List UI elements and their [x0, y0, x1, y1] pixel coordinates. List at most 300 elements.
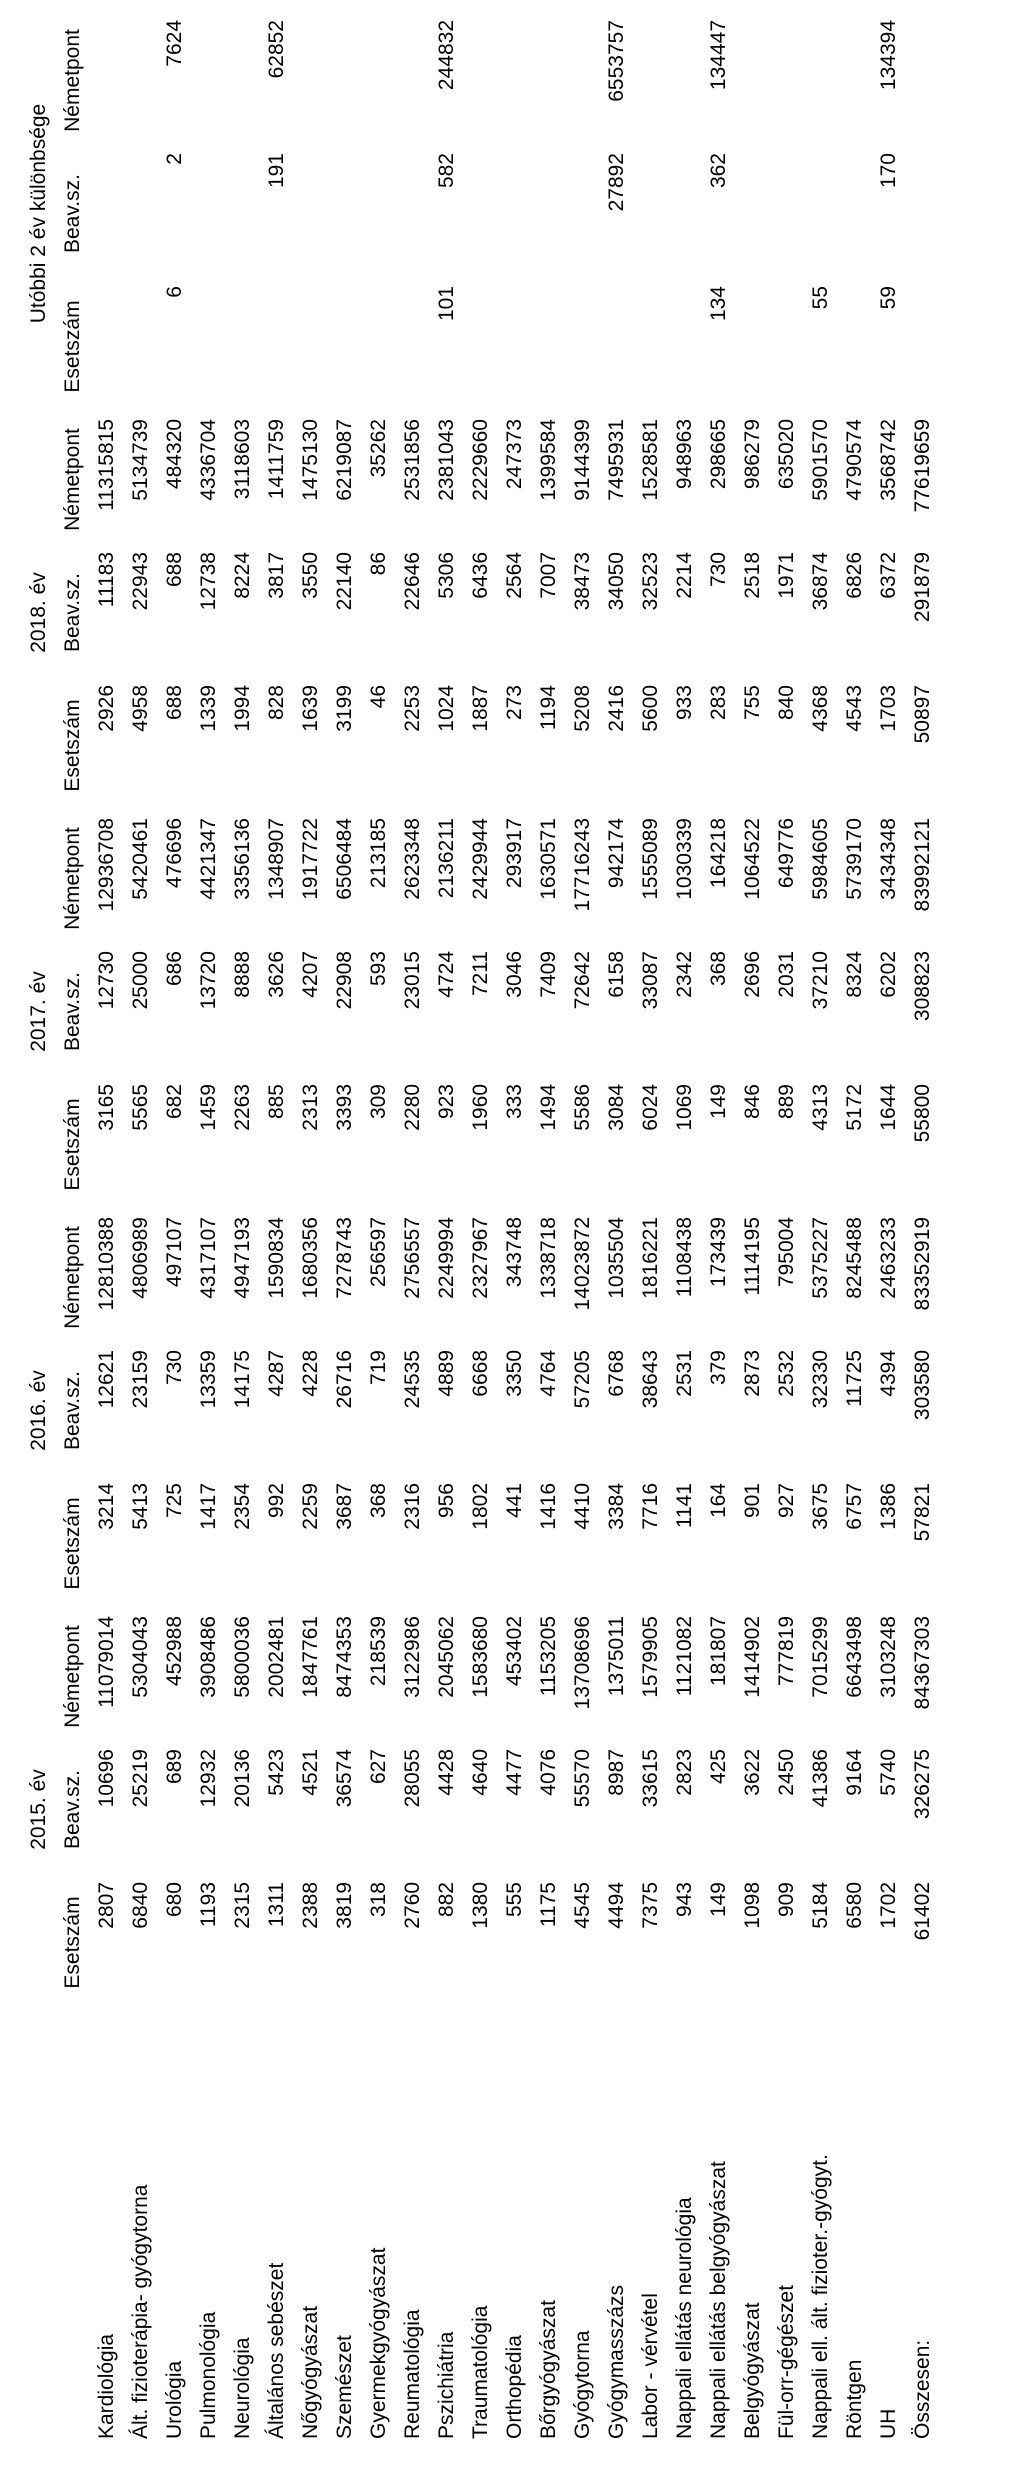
value-cell: 909: [775, 1882, 798, 1918]
value-cell: 256597: [367, 1217, 390, 1288]
value-cell: 8888: [231, 951, 254, 998]
table-row: [770, 14, 804, 2439]
value-cell: 5413: [129, 1483, 152, 1530]
value-cell: 2696: [741, 951, 764, 998]
value-cell: 2136211: [435, 818, 458, 899]
column-header: Németpont: [61, 1625, 84, 1728]
value-cell: 12621: [95, 1350, 118, 1409]
value-cell: 2253: [401, 685, 424, 732]
value-cell: [838, 280, 872, 413]
table-row: [192, 14, 226, 2439]
value-cell: 7495931: [605, 419, 628, 501]
value-cell: 8224: [231, 552, 254, 599]
value-cell: 6219087: [333, 419, 356, 501]
value-cell: 846: [741, 1084, 764, 1120]
value-cell: 719: [367, 1350, 390, 1386]
value-cell: 4958: [129, 685, 152, 732]
value-cell: 33615: [639, 1749, 662, 1808]
value-cell: 1153205: [537, 1616, 560, 1697]
value-cell: 2327967: [469, 1217, 492, 1299]
column-header: Németpont: [61, 1226, 84, 1329]
period-header: 2018. év: [27, 572, 50, 653]
value-cell: 649776: [775, 818, 798, 889]
value-cell: 986279: [741, 419, 764, 490]
value-cell: 5423: [265, 1749, 288, 1796]
value-cell: 6643498: [843, 1616, 866, 1698]
value-cell: [124, 280, 158, 413]
value-cell: 11079014: [95, 1616, 118, 1708]
value-cell: 1644: [877, 1084, 900, 1131]
table-row: [90, 14, 124, 2439]
value-cell: 3199: [333, 685, 356, 732]
value-cell: 25219: [129, 1749, 152, 1808]
value-cell: 555: [503, 1882, 526, 1918]
value-cell: 22646: [401, 552, 424, 611]
row-label: Szemészet: [333, 2335, 356, 2439]
table-row: [430, 14, 464, 2439]
value-cell: 9144399: [571, 419, 594, 501]
value-cell: 13359: [197, 1350, 220, 1409]
value-cell: 1114195: [741, 1217, 764, 1296]
value-cell: 1411759: [265, 419, 288, 500]
row-label: Bőrgyógyászat: [537, 2300, 560, 2439]
value-cell: 11183: [95, 552, 118, 608]
value-cell: 23015: [401, 951, 424, 1010]
row-label: UH: [877, 2408, 900, 2439]
value-cell: 2429944: [469, 818, 492, 900]
value-cell: 4313: [809, 1084, 832, 1131]
table-row: [260, 14, 294, 2439]
value-cell: 6553757: [605, 20, 628, 102]
value-cell: 12810388: [95, 1217, 118, 1311]
value-cell: 27892: [605, 153, 628, 212]
value-cell: 1971: [775, 552, 798, 599]
value-cell: 3046: [503, 951, 526, 998]
column-header: Esetszám: [61, 1896, 84, 1989]
column-header: Németpont: [61, 428, 84, 531]
value-cell: 8245488: [843, 1217, 866, 1299]
value-cell: 1703: [877, 685, 900, 732]
column-header: Németpont: [61, 827, 84, 930]
column-header: Esetszám: [61, 1497, 84, 1590]
value-cell: 1702: [877, 1882, 900, 1929]
column-header: Németpont: [61, 29, 84, 132]
value-cell: 164: [707, 1483, 730, 1519]
table-row: [396, 14, 430, 2439]
value-cell: 1417: [197, 1483, 220, 1530]
value-cell: 2564: [503, 552, 526, 599]
value-cell: 689: [163, 1749, 186, 1785]
value-cell: [464, 147, 498, 280]
value-cell: 4806989: [129, 1217, 152, 1299]
value-cell: 4368: [809, 685, 832, 732]
value-cell: 441: [503, 1483, 526, 1519]
value-cell: 840: [775, 685, 798, 721]
value-cell: 5208: [571, 685, 594, 732]
row-label: Ált. fizioterápia- gyógytorna: [129, 2184, 152, 2439]
value-cell: 2280: [401, 1084, 424, 1131]
value-cell: [124, 147, 158, 280]
value-cell: 4394: [877, 1350, 900, 1397]
value-cell: 1339: [197, 685, 220, 732]
value-cell: 582: [435, 153, 458, 189]
value-cell: 476696: [163, 818, 186, 889]
value-cell: [294, 280, 328, 413]
value-cell: 8987: [605, 1749, 628, 1796]
value-cell: 828: [265, 685, 288, 721]
period-header: 2015. év: [27, 1769, 50, 1850]
value-cell: [498, 14, 532, 147]
value-cell: 5739170: [843, 818, 866, 900]
value-cell: 4228: [299, 1350, 322, 1397]
value-cell: 3819: [333, 1882, 356, 1929]
value-cell: 22908: [333, 951, 356, 1010]
value-cell: [838, 147, 872, 280]
value-cell: 3622: [741, 1749, 764, 1796]
table-row: [464, 14, 498, 2439]
value-cell: [192, 14, 226, 147]
row-label: Pulmonológia: [197, 2311, 220, 2439]
row-label: Nappali ell. ált. fizioter.-gyógyt.: [809, 2154, 832, 2439]
value-cell: 83992121: [911, 818, 934, 912]
value-cell: 1802: [469, 1483, 492, 1530]
value-cell: 35262: [367, 419, 390, 478]
value-cell: 291879: [911, 552, 934, 623]
value-cell: 326275: [911, 1749, 934, 1820]
value-cell: [906, 14, 940, 147]
value-cell: 680: [163, 1882, 186, 1918]
value-cell: 134447: [707, 20, 730, 91]
value-cell: 6158: [605, 951, 628, 998]
value-cell: 2756557: [401, 1217, 424, 1299]
value-cell: 13720: [197, 951, 220, 1010]
value-cell: 7007: [537, 552, 560, 599]
value-cell: 37210: [809, 951, 832, 1010]
value-cell: 453402: [503, 1616, 526, 1687]
value-cell: [498, 280, 532, 413]
value-cell: 247373: [503, 419, 526, 490]
value-cell: 882: [435, 1882, 458, 1918]
value-cell: 3908486: [197, 1616, 220, 1698]
value-cell: 5375227: [809, 1217, 832, 1299]
value-cell: 41386: [809, 1749, 832, 1808]
value-cell: 1416: [537, 1483, 560, 1530]
value-cell: 24535: [401, 1350, 424, 1409]
table-row: [736, 14, 770, 2439]
row-label: Nappali ellátás belgyógyászat: [707, 2161, 730, 2439]
value-cell: 1399584: [537, 419, 560, 501]
column-header: Beav.sz.: [61, 972, 84, 1051]
column-header: Esetszám: [61, 300, 84, 393]
value-cell: 2214: [673, 552, 696, 599]
column-header: Esetszám: [61, 1098, 84, 1191]
value-cell: 1630571: [537, 818, 560, 900]
value-cell: [566, 280, 600, 413]
value-cell: 12932: [197, 1749, 220, 1808]
value-cell: 6506484: [333, 818, 356, 900]
value-cell: 33087: [639, 951, 662, 1010]
row-label: Gyermekgyógyászat: [367, 2247, 390, 2439]
value-cell: 4947193: [231, 1217, 254, 1299]
value-cell: 362: [707, 153, 730, 189]
value-cell: 1459: [197, 1084, 220, 1131]
value-cell: 7716: [639, 1483, 662, 1530]
value-cell: [634, 14, 668, 147]
value-cell: 23159: [129, 1350, 152, 1409]
value-cell: 14175: [231, 1350, 254, 1409]
value-cell: 8324: [843, 951, 866, 998]
value-cell: [362, 147, 396, 280]
value-cell: 1386: [877, 1483, 900, 1530]
value-cell: 2388: [299, 1882, 322, 1929]
value-cell: 5800036: [231, 1616, 254, 1698]
value-cell: 4640: [469, 1749, 492, 1796]
row-label: Összesen:: [911, 2339, 934, 2439]
table-row: [158, 14, 192, 2439]
table-row: [328, 14, 362, 2439]
value-cell: 3084: [605, 1084, 628, 1131]
value-cell: 755: [741, 685, 764, 721]
value-cell: 46: [367, 685, 390, 709]
value-cell: 77619659: [911, 419, 934, 513]
table-row: [362, 14, 396, 2439]
value-cell: 6668: [469, 1350, 492, 1397]
value-cell: 943: [673, 1882, 696, 1918]
value-cell: 2002481: [265, 1616, 288, 1698]
value-cell: 149: [707, 1084, 730, 1120]
value-cell: 1816221: [639, 1217, 662, 1299]
value-cell: 101: [435, 286, 458, 322]
value-cell: 885: [265, 1084, 288, 1120]
value-cell: 5600: [639, 685, 662, 732]
value-cell: 889: [775, 1084, 798, 1120]
value-cell: 956: [435, 1483, 458, 1519]
value-cell: 497107: [163, 1217, 186, 1288]
value-cell: 2354: [231, 1483, 254, 1530]
value-cell: [464, 14, 498, 147]
value-cell: 4287: [265, 1350, 288, 1397]
value-cell: 55570: [571, 1749, 594, 1808]
value-cell: [328, 280, 362, 413]
value-cell: 4421347: [197, 818, 220, 900]
value-cell: 1193: [197, 1882, 220, 1928]
value-cell: [736, 14, 770, 147]
value-cell: 1475130: [299, 419, 322, 501]
value-cell: 36874: [809, 552, 832, 611]
row-label: Általános sebészet: [265, 2262, 288, 2439]
value-cell: [668, 14, 702, 147]
value-cell: 4790574: [843, 419, 866, 501]
value-cell: 3356136: [231, 818, 254, 900]
value-cell: 4545: [571, 1882, 594, 1929]
value-cell: 942174: [605, 818, 628, 889]
value-cell: 84367303: [911, 1616, 934, 1710]
column-header: Beav.sz.: [61, 1770, 84, 1849]
row-label: Urológia: [163, 2360, 186, 2439]
value-cell: 61402: [911, 1882, 934, 1941]
value-cell: [294, 14, 328, 147]
value-cell: 2316: [401, 1483, 424, 1530]
value-cell: 1414902: [741, 1616, 764, 1698]
value-cell: 6826: [843, 552, 866, 599]
value-cell: 5586: [571, 1084, 594, 1131]
table-row: [124, 14, 158, 2439]
row-label: Pszichiátria: [435, 2331, 458, 2439]
value-cell: 38643: [639, 1350, 662, 1409]
row-label: Röntgen: [843, 2359, 866, 2439]
row-label: Kardiológia: [95, 2333, 118, 2439]
value-cell: 2249994: [435, 1217, 458, 1299]
row-label: Reumatológia: [401, 2309, 424, 2439]
value-cell: 170: [877, 153, 900, 189]
value-cell: 20136: [231, 1749, 254, 1808]
value-cell: [736, 147, 770, 280]
value-cell: 2313: [299, 1084, 322, 1131]
statistics-table: [22, 14, 940, 2439]
value-cell: 6436: [469, 552, 492, 599]
value-cell: 730: [163, 1350, 186, 1386]
value-cell: 191: [265, 153, 288, 189]
value-cell: 1960: [469, 1084, 492, 1131]
value-cell: 25000: [129, 951, 152, 1010]
value-cell: 2259: [299, 1483, 322, 1530]
value-cell: 59: [877, 286, 900, 310]
value-cell: 50897: [911, 685, 934, 744]
value-cell: 22140: [333, 552, 356, 611]
value-cell: 57205: [571, 1350, 594, 1409]
value-cell: [464, 280, 498, 413]
value-cell: 933: [673, 685, 696, 721]
period-header: Utóbbi 2 év különbsége: [27, 103, 50, 324]
value-cell: 5172: [843, 1084, 866, 1131]
value-cell: 1030339: [673, 818, 696, 900]
value-cell: 298665: [707, 419, 730, 490]
value-cell: 1555089: [639, 818, 662, 900]
value-cell: 1494: [537, 1084, 560, 1131]
table-row: [906, 14, 940, 2439]
value-cell: 1583680: [469, 1616, 492, 1698]
value-cell: 725: [163, 1483, 186, 1519]
value-cell: 5984605: [809, 818, 832, 900]
value-cell: [396, 147, 430, 280]
corner-cell: [22, 2009, 56, 2439]
value-cell: 7278743: [333, 1217, 356, 1299]
value-cell: [396, 14, 430, 147]
value-cell: 3550: [299, 552, 322, 599]
value-cell: 992: [265, 1483, 288, 1519]
value-cell: [90, 147, 124, 280]
value-cell: 5184: [809, 1882, 832, 1929]
value-cell: 3118603: [231, 419, 254, 500]
value-cell: 4207: [299, 951, 322, 998]
value-cell: [362, 280, 396, 413]
value-cell: 62852: [265, 20, 288, 79]
period-header: 2016. év: [27, 1370, 50, 1451]
value-cell: 22943: [129, 552, 152, 611]
value-cell: [532, 147, 566, 280]
row-label: Nappali ellátás neurológia: [673, 2197, 696, 2439]
value-cell: 343748: [503, 1217, 526, 1288]
value-cell: 6372: [877, 552, 900, 599]
table-row: [668, 14, 702, 2439]
value-cell: [226, 14, 260, 147]
value-cell: 5420461: [129, 818, 152, 900]
value-cell: [328, 147, 362, 280]
table-row: [566, 14, 600, 2439]
value-cell: [634, 280, 668, 413]
value-cell: 4317107: [197, 1217, 220, 1299]
value-cell: [90, 14, 124, 147]
value-cell: 17716243: [571, 818, 594, 912]
value-cell: 1887: [469, 685, 492, 732]
value-cell: 12730: [95, 951, 118, 1010]
value-cell: 9164: [843, 1749, 866, 1796]
value-cell: 3122986: [401, 1616, 424, 1698]
value-cell: 2623348: [401, 818, 424, 900]
value-cell: 1994: [231, 685, 254, 732]
corner-cell: [56, 2009, 90, 2439]
value-cell: [838, 14, 872, 147]
value-cell: 4076: [537, 1749, 560, 1796]
value-cell: 795004: [775, 1217, 798, 1288]
value-cell: 7375: [639, 1882, 662, 1929]
value-cell: 11725: [843, 1350, 866, 1407]
value-cell: [192, 280, 226, 413]
value-cell: 164218: [707, 818, 730, 889]
value-cell: 5901570: [809, 419, 832, 501]
value-cell: 134394: [877, 20, 900, 91]
value-cell: [532, 280, 566, 413]
value-cell: 318: [367, 1882, 390, 1918]
column-header-row: [56, 14, 90, 2439]
value-cell: 213185: [367, 818, 390, 889]
value-cell: 3675: [809, 1483, 832, 1530]
table-row: [838, 14, 872, 2439]
row-label: Neurológia: [231, 2337, 254, 2439]
value-cell: 12738: [197, 552, 220, 611]
value-cell: [396, 280, 430, 413]
value-cell: 34050: [605, 552, 628, 611]
table-row: [226, 14, 260, 2439]
value-cell: 948963: [673, 419, 696, 490]
value-cell: 1024: [435, 685, 458, 732]
value-cell: 5134739: [129, 419, 152, 501]
value-cell: 72642: [571, 951, 594, 1010]
table-row: [294, 14, 328, 2439]
value-cell: 2823: [673, 1749, 696, 1796]
value-cell: 293917: [503, 818, 526, 889]
row-label: Gyógytorna: [571, 2330, 594, 2439]
period-header-row: [22, 14, 56, 2439]
value-cell: 2045062: [435, 1616, 458, 1698]
row-label: Nőgyógyászat: [299, 2305, 322, 2439]
value-cell: 10696: [95, 1749, 118, 1808]
table-row: [532, 14, 566, 2439]
value-cell: 4428: [435, 1749, 458, 1796]
value-cell: [906, 147, 940, 280]
value-cell: [226, 147, 260, 280]
value-cell: 635020: [775, 419, 798, 490]
value-cell: 2450: [775, 1749, 798, 1796]
value-cell: [90, 280, 124, 413]
row-label: Labor - vérvétel: [639, 2293, 662, 2439]
value-cell: 2315: [231, 1882, 254, 1929]
value-cell: 3214: [95, 1483, 118, 1530]
value-cell: 1579905: [639, 1616, 662, 1698]
value-cell: 1528581: [639, 419, 662, 501]
value-cell: 8474353: [333, 1616, 356, 1698]
value-cell: 1380: [469, 1882, 492, 1929]
